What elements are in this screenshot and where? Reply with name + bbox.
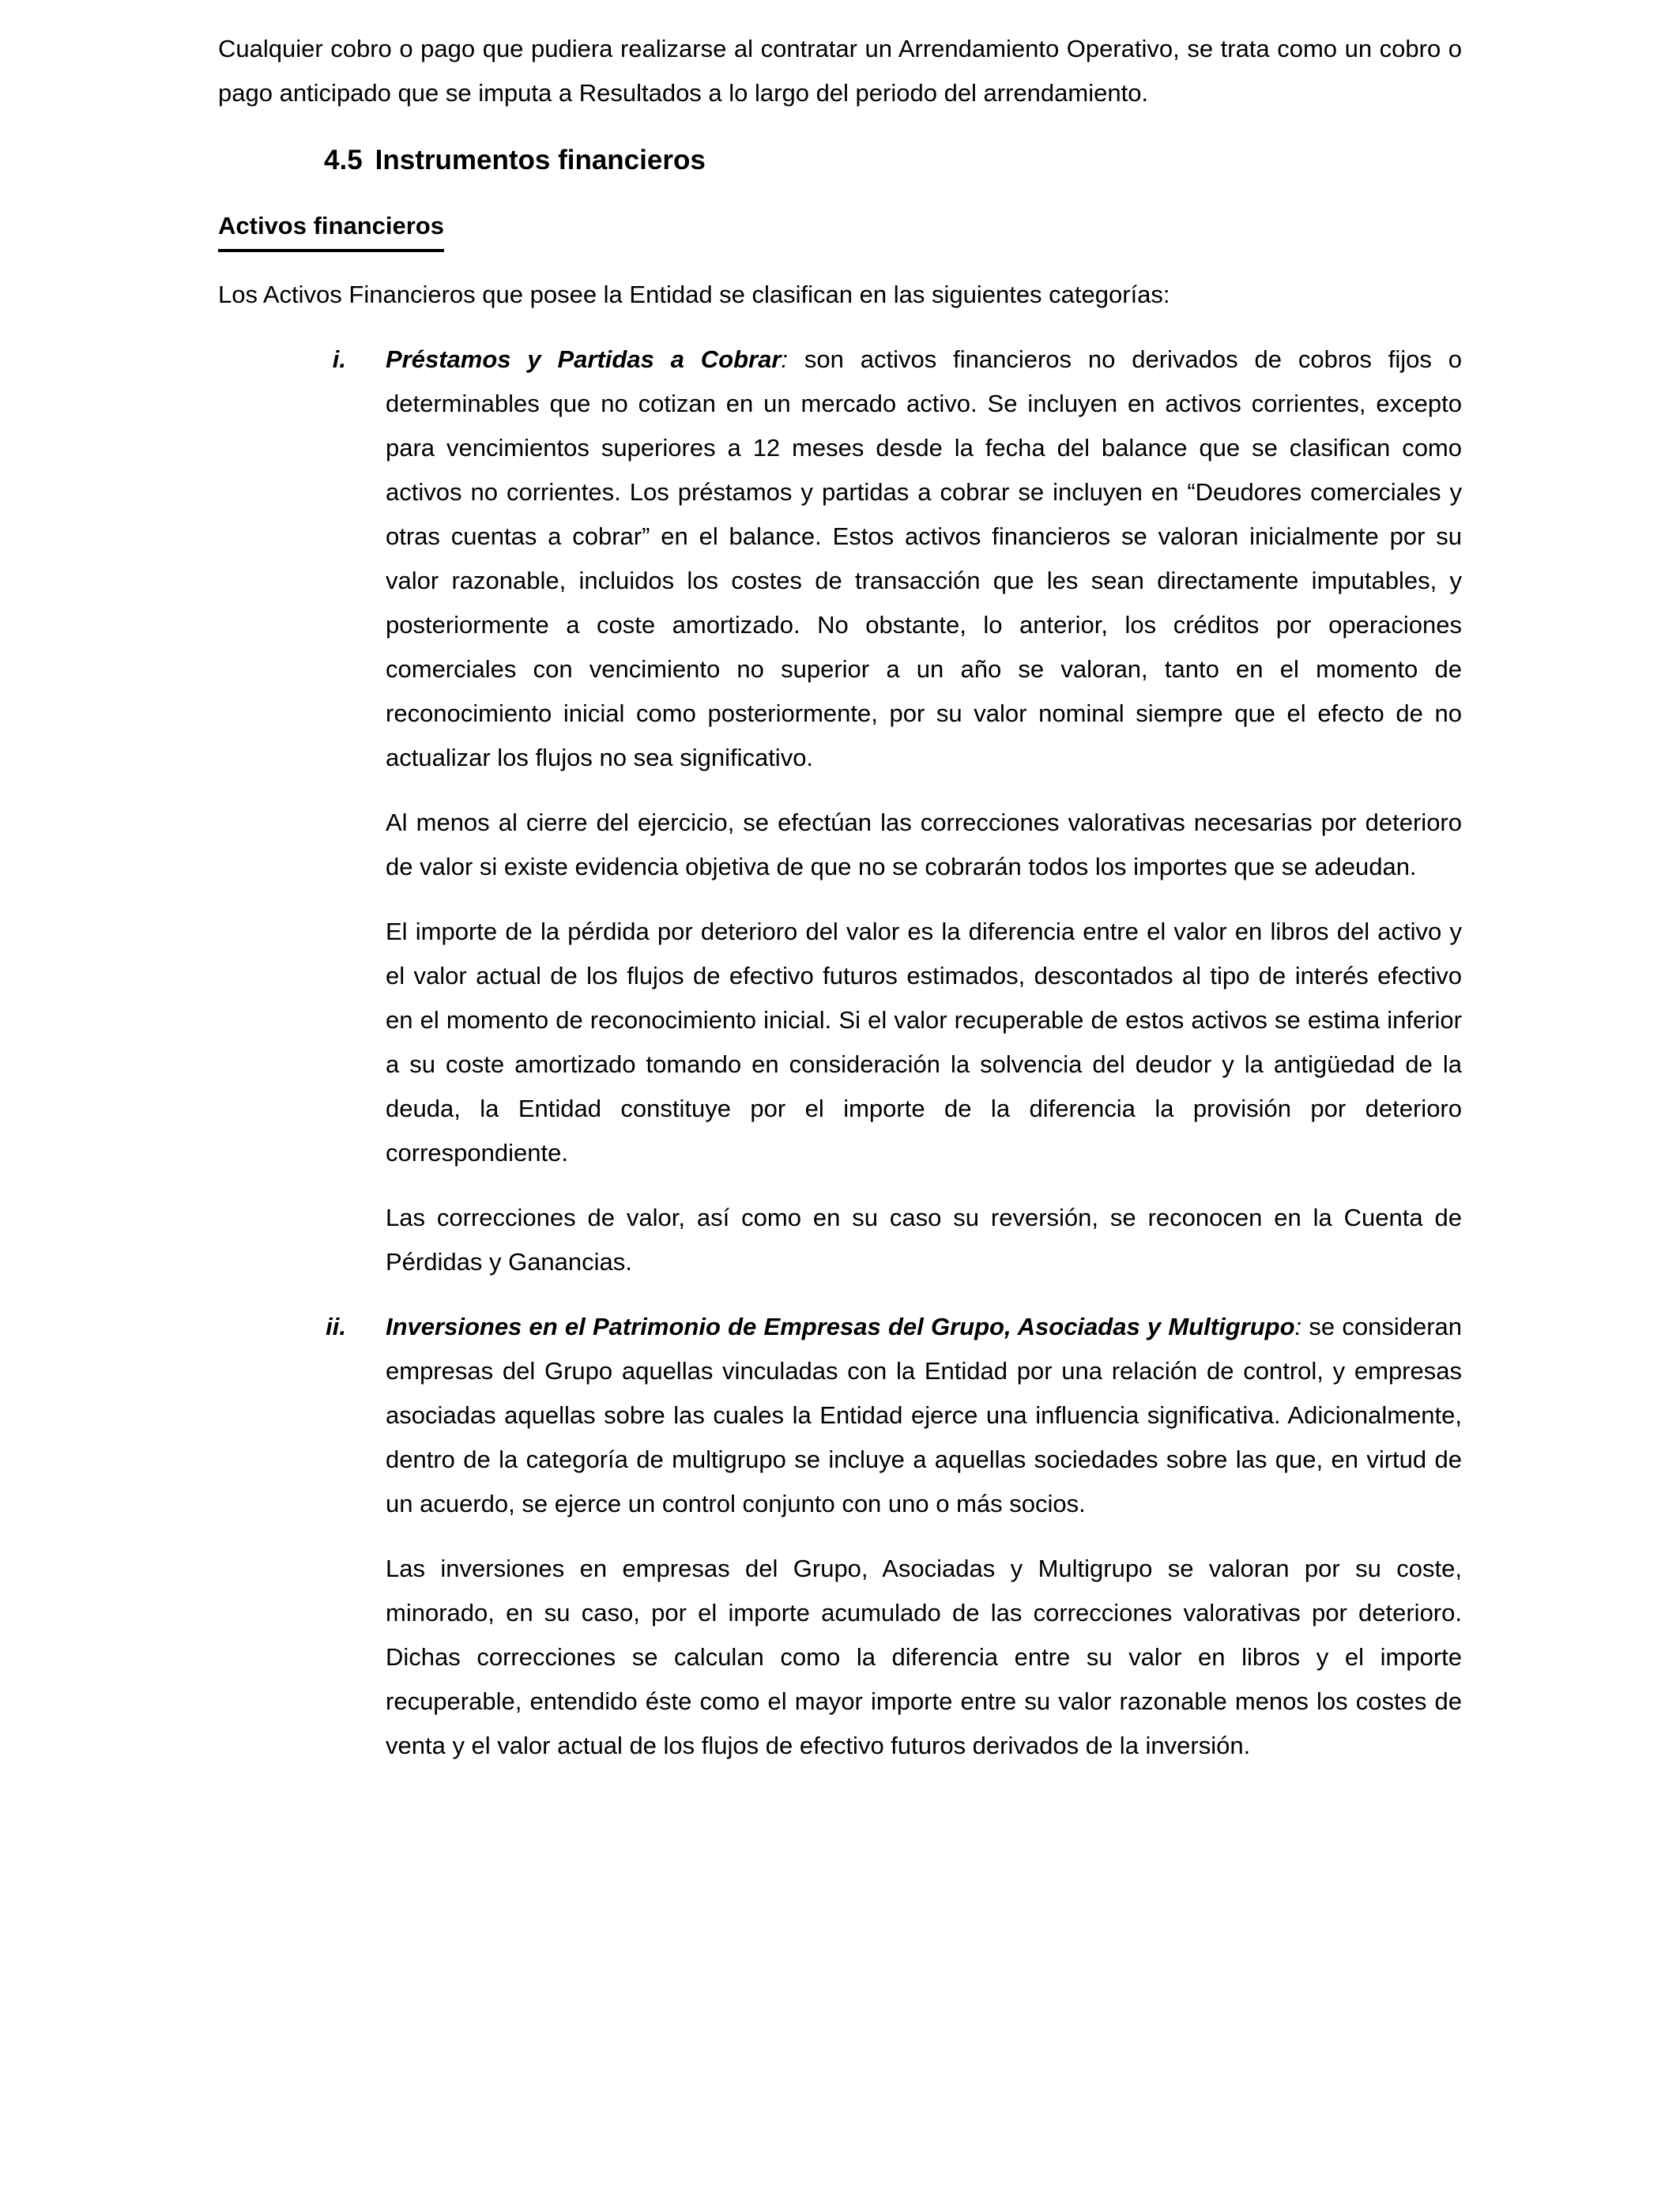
lead-paragraph: Los Activos Financieros que posee la Entidad se clasifican en las siguientes categorías: [218, 281, 1170, 308]
list-item-i-lead-separator: : [781, 345, 789, 373]
list-marker-ii: ii. [326, 1313, 346, 1340]
list-item-i [218, 337, 1462, 780]
list-item-ii-lead: Inversiones en el Patrimonio de Empresas del Grupo, Asociadas y Multigrupo [386, 1313, 1295, 1340]
subsection-heading [218, 204, 1462, 252]
intro-paragraph: Cualquier cobro o pago que pudiera realizarse al contratar un Arrendamiento Operativo, se trata como un cobro o pago anticipado que se imputa a Resultados a lo largo del periodo del arrendamiento. [218, 35, 1462, 107]
list-item-ii-text: se consideran empresas del Grupo aquellas vinculadas con la Entidad por una relación de control, y empresas asociadas aquellas sobre las cuales la Entidad ejerce una influencia significativa. Adicionalmente, dentro de la categoría de multigrupo se incluye a aquellas sociedades sobre las que, en virtud de un acuerdo, se ejerce un control conjunto con uno o más socios. [386, 1313, 1462, 1517]
list-marker-i: i. [332, 345, 346, 373]
list-item-i-text: son activos financieros no derivados de cobros fijos o determinables que no cotizan en un mercado activo. Se incluyen en activos corrientes, excepto para vencimientos superiores a 12 meses desde la fecha del balance que se clasifican como activos no corrientes. Los préstamos y partidas a cobrar se incluyen en “Deudores comerciales y otras cuentas a cobrar” en el balance. Estos activos financieros se valoran inicialmente por su valor razonable, incluidos los costes de transacción que les sean directamente imputables, y posteriormente a coste amortizado. No obstante, lo anterior, los créditos por operaciones comerciales con vencimiento no superior a un año se valoran, tanto en el momento de reconocimiento inicial como posteriormente, por su valor nominal siempre que el efecto de no actualizar los flujos no sea significativo. [386, 345, 1462, 771]
list-item-i-subparagraph-1: Al menos al cierre del ejercicio, se efectúan las correcciones valorativas necesarias por deterioro de valor si existe evidencia objetiva de que no se cobrarán todos los importes que se adeudan. [386, 809, 1462, 880]
list-item-ii-subparagraph-1: Las inversiones en empresas del Grupo, Asociadas y Multigrupo se valoran por su coste, minorado, en su caso, por el importe acumulado de las correcciones valorativas por deterioro. Dichas correcciones se calculan como la diferencia entre su valor en libros y el importe recuperable, entendido éste como el mayor importe entre su valor razonable menos los costes de venta y el valor actual de los flujos de efectivo futuros derivados de la inversión. [386, 1555, 1462, 1759]
list-item-i-subparagraph-2: El importe de la pérdida por deterioro del valor es la diferencia entre el valor en libros del activo y el valor actual de los flujos de efectivo futuros estimados, descontados al tipo de interés efectivo en el momento de reconocimiento inicial. Si el valor recuperable de estos activos se estima inferior a su coste amortizado tomando en consideración la solvencia del deudor y la antigüedad de la deuda, la Entidad constituye por el importe de la diferencia la provisión por deterioro correspondiente. [386, 918, 1462, 1167]
list-item-ii [218, 1305, 1462, 1526]
section-number: 4.5 [324, 145, 363, 175]
section-title: Instrumentos financieros [375, 145, 706, 175]
section-heading [324, 136, 1462, 185]
subsection-heading-text: Activos financieros [218, 204, 444, 252]
list-item-i-subparagraph-3: Las correcciones de valor, así como en su caso su reversión, se reconocen en la Cuenta de Pérdidas y Ganancias. [386, 1204, 1462, 1276]
list-item-i-lead: Préstamos y Partidas a Cobrar [386, 345, 782, 373]
list-item-ii-lead-separator: : [1294, 1313, 1302, 1340]
